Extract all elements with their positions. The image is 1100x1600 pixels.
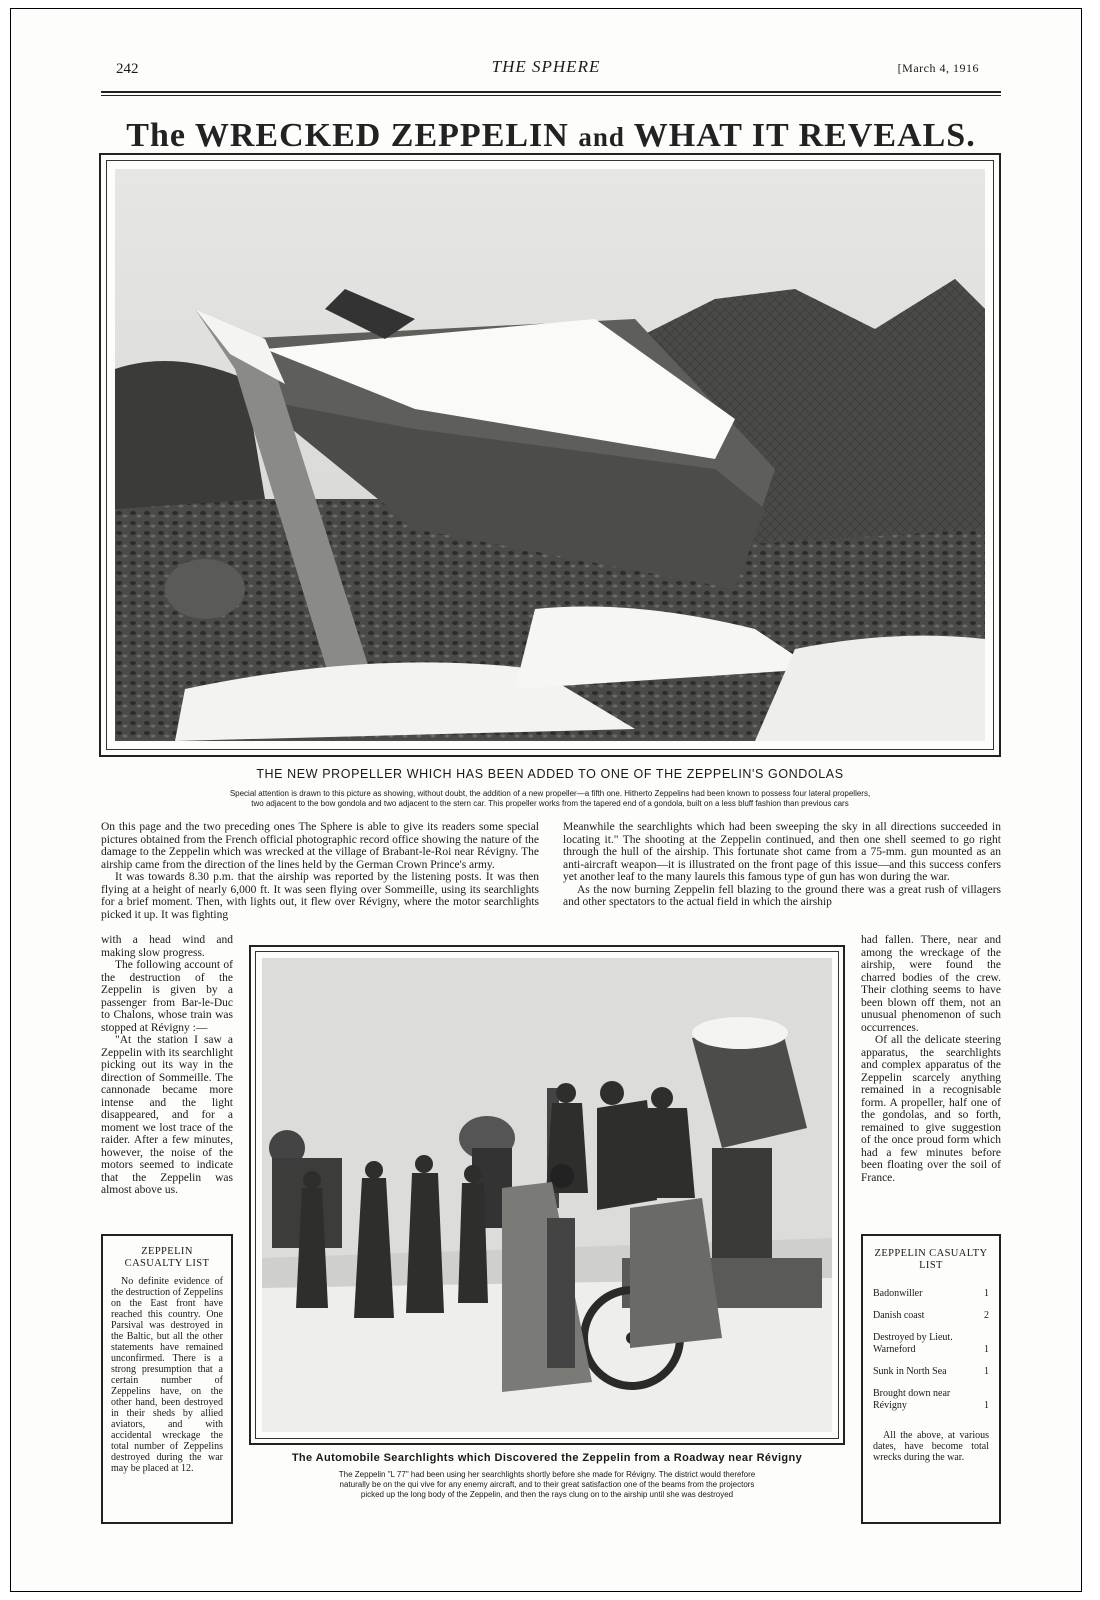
casualty-item-count: 2 <box>984 1310 989 1321</box>
article-right-narrow-1: had fallen. There, near and among the wreckage of the airship, were found the charred bodies of the crew. Their clothing seems to have been blown off them, not an unusual phenomenon of such occurrences. <box>861 934 1001 1034</box>
article-paragraph-1: On this page and the two preceding ones The Sphere is able to give its readers some special pictures obtained from the French official photographic record office showing the nature of the damage to the Zeppelin which was wrecked at the village of Brabant-le-Roi near Révigny. The airship came from the direction of the lines held by the German Crown Prince's army. <box>101 821 539 871</box>
casualty-item-count: 1 <box>984 1400 989 1411</box>
article-right-narrow-2: Of all the delicate steering apparatus, the searchlights and complex apparatus of the Zeppelin scarcely anything remained in a recognisable form. A propeller, half one of the gondolas, and so forth, remained to give suggestion of the once proud form which had a few minutes before been floating over the soil of France. <box>861 1034 1001 1184</box>
casualty-item-count: 1 <box>984 1366 989 1377</box>
casualty-box-right-footer: All the above, at various dates, have become total wrecks during the war. <box>873 1430 989 1463</box>
article-left-narrow-2: The following account of the destruction of the Zeppelin is given by a passenger from Bar-le-Duc to Chalons, whose train was stopped at Révigny :— <box>101 959 233 1034</box>
searchlights-photo <box>262 958 832 1432</box>
publication-name: THE SPHERE <box>491 57 601 76</box>
casualty-box-left-title: ZEPPELIN CASUALTY LIST <box>124 1246 210 1269</box>
header-rule-top <box>101 91 1001 93</box>
casualty-list-item <box>873 1332 989 1356</box>
bottom-photo-caption-title: The Automobile Searchlights which Discovered the Zeppelin from a Roadway near Révigny <box>291 1452 803 1464</box>
bottom-photo-caption-line-1: The Zeppelin "L 77" had been using her searchlights shortly before she made for Révigny. The district would therefore <box>338 1470 756 1479</box>
headline-main: WRECKED ZEPPELIN <box>194 117 569 154</box>
casualty-list-item <box>873 1388 989 1412</box>
top-photo-frame <box>99 153 1001 757</box>
headline-end: WHAT IT REVEALS. <box>633 117 976 154</box>
casualty-list-item <box>873 1288 989 1300</box>
searchlights-image <box>262 958 832 1432</box>
top-photo-caption-line-1: Special attention is drawn to this picture as showing, without doubt, the addition of a new propeller—a fifth one. Hitherto Zeppelins had been known to possess four lateral propellers, <box>229 789 871 798</box>
article-left-narrow-1: with a head wind and making slow progress. <box>101 934 233 959</box>
bottom-photo-caption-line-2: naturally be on the qui vive for any enemy aircraft, and to their great satisfaction one of the beams from the projectors <box>339 1480 755 1489</box>
top-photo-inner-frame <box>106 160 994 750</box>
casualty-box-right-title: ZEPPELIN CASUALTY LIST <box>874 1248 988 1271</box>
casualty-item-label: Destroyed by Lieut. Warneford <box>873 1332 953 1355</box>
header-rule-bottom <box>101 95 1001 96</box>
article-right-narrow-column <box>861 934 1001 1184</box>
article-left-narrow-3: "At the station I saw a Zeppelin with its searchlight picking out its way in the direction of Sommeille. The cannonade became more intense and the light disappeared, and for a moment we lost trace of the raider. After a few minutes, however, the noise of the motors seemed to indicate that the Zeppelin was almost above us. <box>101 1034 233 1196</box>
bottom-photo-frame <box>249 945 845 1445</box>
top-photo-caption-title: THE NEW PROPELLER WHICH HAS BEEN ADDED TO ONE OF THE ZEPPELIN'S GONDOLAS <box>256 767 844 781</box>
article-paragraph-2: It was towards 8.30 p.m. that the airship was reported by the listening posts. It was then flying at a height of nearly 6,000 ft. It was seen flying over Sommeille, using its searchlights for a brief moment. Then, with lights out, it flew over Révigny, where the motor searchlights picked it up. It was fighting <box>101 871 539 921</box>
headline-the: The <box>126 117 186 154</box>
casualty-box-left-text: No definite evidence of the destruction of Zeppelins on the East front have reached this country. One Parsival was destroyed in the Baltic, but all the other statements have remained unconfirmed. There is a strong presumption that a certain number of Zeppelins have, on the other hand, been destroyed in their sheds by allied aviators, and with accidental wreckage the total number of Zeppelins destroyed during the war may be placed at 12. <box>111 1276 223 1474</box>
casualty-item-label: Sunk in North Sea <box>873 1366 947 1377</box>
wrecked-zeppelin-photo <box>115 169 985 741</box>
top-photo-caption-line-2: two adjacent to the bow gondola and two adjacent to the stern car. This propeller works from the tapered end of a gondola, built on a less bluff fashion than previous cars <box>251 799 849 808</box>
article-left-column-top <box>101 821 539 921</box>
article-right-paragraph-2: As the now burning Zeppelin fell blazing to the ground there was a great rush of villagers and other spectators to the actual field in which the airship <box>563 883 1001 908</box>
casualty-item-label: Brought down near Révigny <box>873 1388 951 1411</box>
bottom-photo-caption-line-3: picked up the long body of the Zeppelin, and then the rays clung on to the airship until she was destroyed <box>360 1490 734 1499</box>
headline <box>101 117 1001 155</box>
article-right-paragraph-1: Meanwhile the searchlights which had been sweeping the sky in all directions succeeded in locating it." The shooting at the Zeppelin continued, and then one shell seemed to go right through the hull of the airship. This fortunate shot came from a 75-mm. gun mounted as an anti-aircraft weapon—it is illustrated on the front page of this issue—and this success confers yet another leaf to the many laurels this famous type of gun has won during the war. <box>563 821 1001 883</box>
casualty-list-item <box>873 1366 989 1378</box>
casualty-item-count: 1 <box>984 1288 989 1299</box>
casualty-list-box-right <box>861 1234 1001 1524</box>
casualty-item-label: Danish coast <box>873 1310 925 1321</box>
page-number: 242 <box>116 61 139 77</box>
casualty-item-count: 1 <box>984 1344 989 1355</box>
wrecked-zeppelin-image <box>115 169 985 741</box>
casualty-item-label: Badonwiller <box>873 1288 923 1299</box>
issue-date: [March 4, 1916 <box>897 61 979 75</box>
headline-and: and <box>578 122 625 152</box>
article-right-column-top <box>563 821 1001 909</box>
casualty-list-box-left <box>101 1234 233 1524</box>
article-left-narrow-column <box>101 934 233 1197</box>
casualty-list-item <box>873 1310 989 1322</box>
magazine-page <box>10 8 1082 1592</box>
bottom-photo-inner-frame <box>255 951 839 1439</box>
